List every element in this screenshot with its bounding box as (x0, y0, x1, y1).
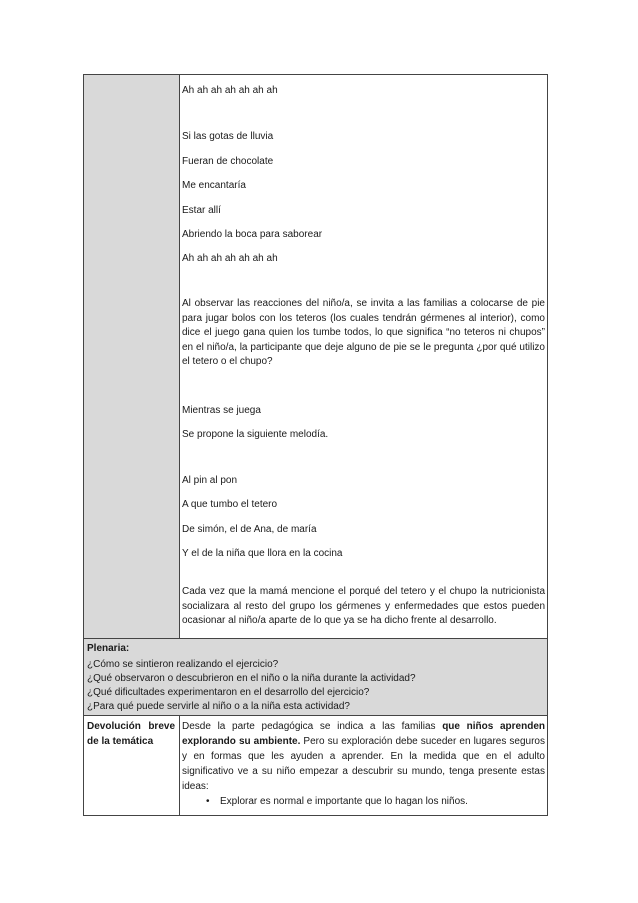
bullet-icon: • (206, 796, 210, 807)
left-shaded-cell (84, 75, 180, 638)
text-line: Me encantaría (182, 180, 246, 191)
plenaria-question: ¿Cómo se sintieron realizando el ejercicio? (87, 659, 279, 670)
activity-table (83, 74, 548, 816)
paragraph-nutricionista: Cada vez que la mamá mencione el porqué del tetero y el chupo la nutricionista socializara al resto del grupo los gérmenes y enfermedades que estos pueden ocasionar al niño/a aparte de lo que ya se ha dicho frente al desarrollo. (182, 586, 545, 626)
plenaria-question: ¿Qué dificultades experimentaron en el desarrollo del ejercicio? (87, 687, 370, 698)
song-line: A que tumbo el tetero (182, 499, 278, 510)
devolucion-paragraph (182, 719, 545, 794)
text-line: Estar allí (182, 205, 221, 216)
plenaria-title: Plenaria: (87, 643, 130, 654)
devolucion-text-end: Pero su exploración debe suceder en lugares seguros y en formas que les ayuden a aprender. En la medida que en el adulto significativo ve a su niño empezar a descubrir su mundo, tenga presente estas ideas: (182, 736, 545, 792)
song-line: Y el de la niña que llora en la cocina (182, 548, 343, 559)
text-line: Mientras se juega (182, 405, 261, 416)
plenaria-section (84, 638, 547, 716)
bullet-item (206, 796, 468, 808)
devolucion-text-bold: que niños aprenden explorando su ambiente. (182, 721, 545, 747)
text-line: Se propone la siguiente melodía. (182, 429, 329, 440)
devolucion-content-cell (180, 716, 547, 815)
song-line: Al pin al pon (182, 475, 238, 486)
text-line: Ah ah ah ah ah ah ah (182, 253, 278, 264)
song-line: De simón, el de Ana, de maría (182, 524, 317, 535)
text-line: Fueran de chocolate (182, 156, 274, 167)
text-line: Si las gotas de lluvia (182, 131, 274, 142)
plenaria-question: ¿Para qué puede servirle al niño o a la niña esta actividad? (87, 701, 350, 712)
devolucion-text-start: Desde la parte pedagógica se indica a las familias (182, 721, 443, 732)
text-line: Abriendo la boca para saborear (182, 229, 323, 240)
paragraph-bolos: Al observar las reacciones del niño/a, se invita a las familias a colocarse de pie para jugar bolos con los teteros (los cuales tendrán gérmenes al interior), como dice el juego gana quien los tumbe todos, lo que significa “no teteros ni chupos” en el niño/a, la participante que deje alguno de pie se le pregunta ¿por qué utilizo el tetero o el chupo? (182, 298, 545, 367)
activity-description-cell (180, 75, 547, 638)
devolucion-label: Devolución breve de la temática (87, 721, 175, 747)
bullet-text: Explorar es normal e importante que lo hagan los niños. (220, 796, 468, 807)
devolucion-label-cell (84, 716, 180, 815)
plenaria-question: ¿Qué observaron o descubrieron en el niño o la niña durante la actividad? (87, 673, 416, 684)
text-line: Ah ah ah ah ah ah ah (182, 85, 278, 96)
